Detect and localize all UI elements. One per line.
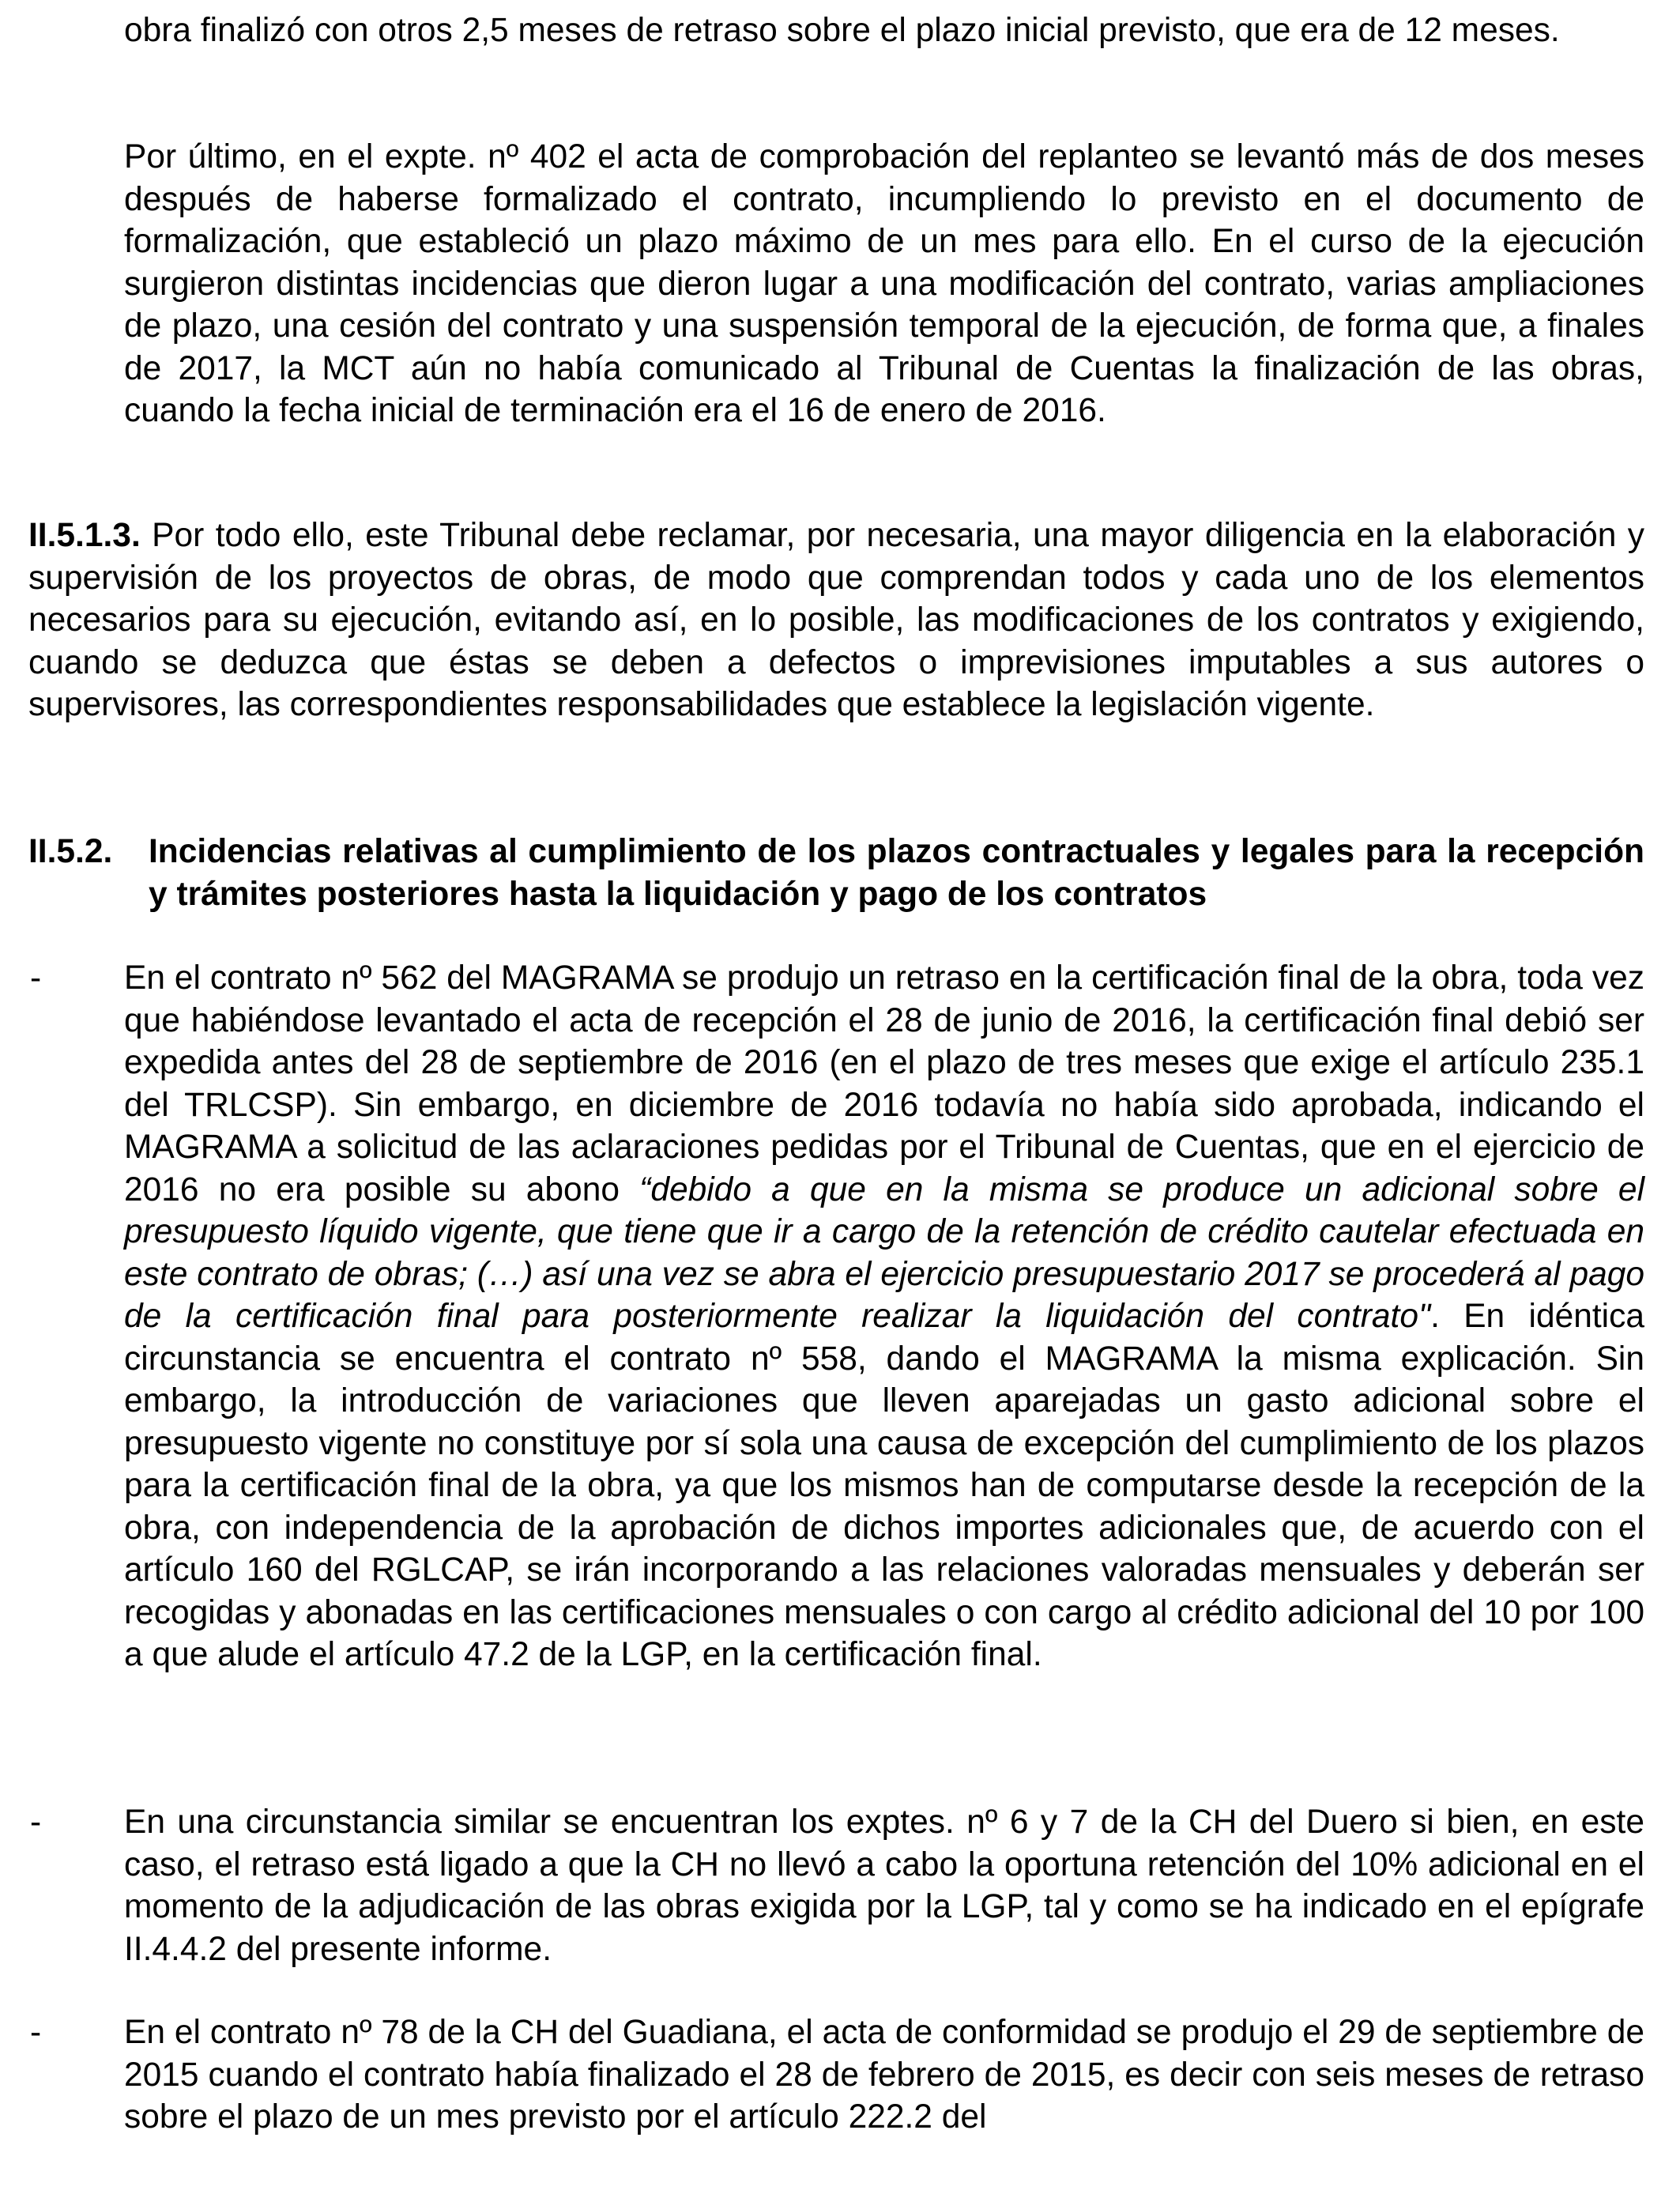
bullet-dash: - — [30, 2014, 42, 2051]
contrato-562-quote: “debido a que en la misma se produce un adicional sobre el presupuesto líquido vigente, que tiene que ir a cargo de la retención de crédito cautelar efectuada en este contrato de obras; (…) así una vez se abra el ejercicio presupuestario 2017 se procederá al pago de la certificación final para posteriormente realizar la liquidación del contrato" — [124, 1171, 1645, 1335]
section-text-2513: Por todo ello, este Tribunal debe reclamar, por necesaria, una mayor diligencia en la elaboración y supervisión de los proyectos de obras, de modo que comprendan todos y cada uno de los elementos necesarios para su ejecución, evitando así, en lo posible, las modificaciones de los contratos y exigiendo, cuando se deduzca que éstas se deben a defectos o imprevisiones imputables a sus autores o supervisores, las correspondientes responsabilidades que establece la legislación vigente. — [28, 517, 1644, 723]
paragraph-ch-duero: En una circunstancia similar se encuentran los exptes. nº 6 y 7 de la CH del Duero si bien, en este caso, el retraso está ligado a que la CH no llevó a cabo la oportuna retención del 10% adicional en el momento de la adjudicación de las obras exigida por la LGP, tal y como se ha indicado en el epígrafe II.4.4.2 del presente informe. — [124, 1804, 1644, 1968]
section-number-2513: II.5.1.3. — [28, 517, 141, 554]
bullet-dash: - — [30, 959, 42, 997]
section-number-252: II.5.2. — [28, 833, 113, 870]
contrato-562-text-b: . En idéntica circunstancia se encuentra el contrato nº 558, dando el MAGRAMA la misma explicación. Sin embargo, la introducción de variaciones que lleven aparejadas un gasto adicional sobre el presupuesto vigente no constituye por sí sola una causa de excepción del cumplimiento de los plazos para la certificación final de la obra, ya que los mismos han de computarse desde la recepción de la obra, con independencia de la aprobación de dichos importes adicionales que, de acuerdo con el artículo 160 del RGLCAP, se irán incorporando a las relaciones valoradas mensuales y deberán ser recogidas y abonadas en las certificaciones mensuales o con cargo al crédito adicional del 10 por 100 a que alude el artículo 47.2 de la LGP, en la certificación final. — [124, 1298, 1644, 1673]
paragraph-ch-guadiana: En el contrato nº 78 de la CH del Guadiana, el acta de conformidad se produjo el 29 de septiembre de 2015 cuando el contrato había finalizado el 28 de febrero de 2015, es decir con seis meses de retraso sobre el plazo de un mes previsto por el artículo 222.2 del — [124, 2014, 1644, 2136]
paragraph-continuation: obra finalizó con otros 2,5 meses de retraso sobre el plazo inicial previsto, que era de 12 meses. — [124, 12, 1560, 49]
section-title-252: Incidencias relativas al cumplimiento de los plazos contractuales y legales para la recepción y trámites posteriores hasta la liquidación y pago de los contratos — [149, 833, 1644, 913]
bullet-dash: - — [30, 1804, 42, 1841]
paragraph-expte-402: Por último, en el expte. nº 402 el acta de comprobación del replanteo se levantó más de dos meses después de haberse formalizado el contrato, incumpliendo lo previsto en el documento de formalización, que estableció un plazo máximo de un mes para ello. En el curso de la ejecución surgieron distintas incidencias que dieron lugar a una modificación del contrato, varias ampliaciones de plazo, una cesión del contrato y una suspensión temporal de la ejecución, de forma que, a finales de 2017, la MCT aún no había comunicado al Tribunal de Cuentas la finalización de las obras, cuando la fecha inicial de terminación era el 16 de enero de 2016. — [124, 138, 1644, 429]
paragraph-contrato-562 — [124, 957, 1644, 1676]
paragraph-section-2513 — [28, 515, 1644, 726]
contrato-562-text-a: En el contrato nº 562 del MAGRAMA se produjo un retraso en la certificación final de la obra, toda vez que habiéndose levantado el acta de recepción el 28 de junio de 2016, la certificación final debió ser expedida antes del 28 de septiembre de 2016 (en el plazo de tres meses que exige el artículo 235.1 del TRLCSP). Sin embargo, en diciembre de 2016 todavía no había sido aprobada, indicando el MAGRAMA a solicitud de las aclaraciones pedidas por el Tribunal de Cuentas, que en el ejercicio de 2016 no era posible su abono — [124, 959, 1644, 1208]
